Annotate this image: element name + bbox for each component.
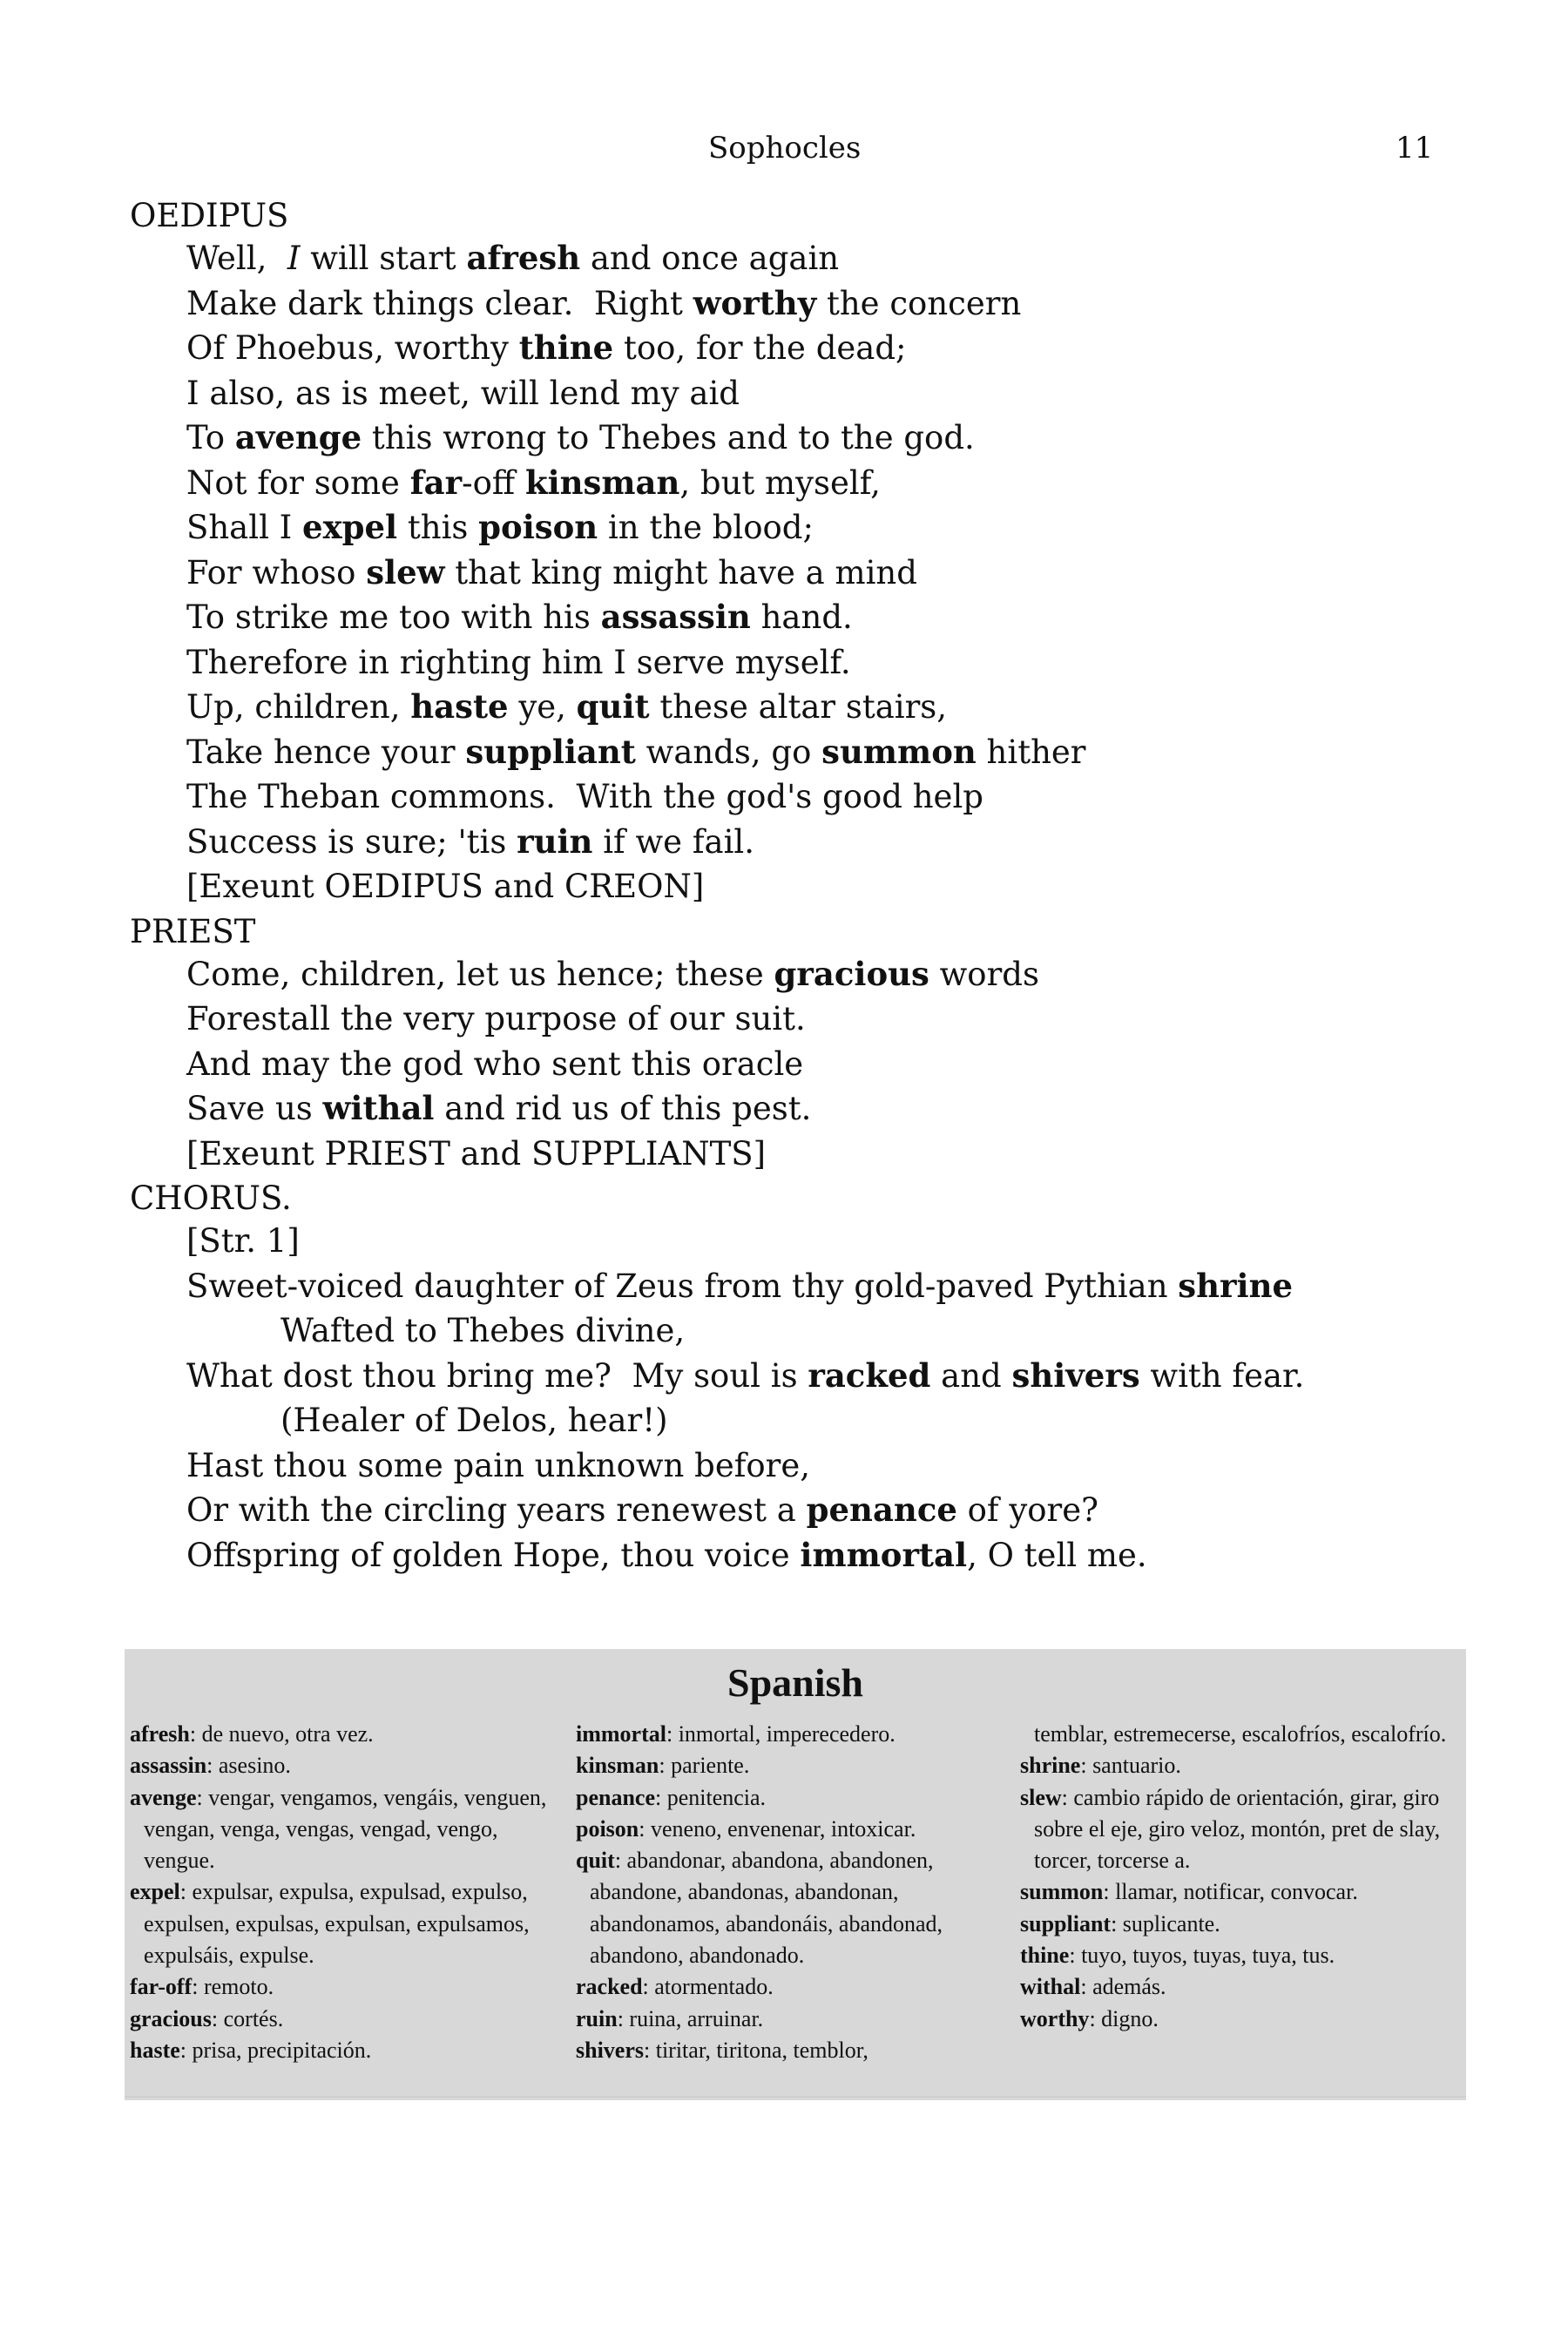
glossary-entry xyxy=(576,2004,1011,2035)
speaker-name: OEDIPUS xyxy=(130,197,289,234)
spanish-glossary xyxy=(125,1649,1466,2100)
glossary-translation: : tiritar, tiritona, temblor, xyxy=(644,2037,868,2063)
glossed-word: racked xyxy=(808,1355,931,1395)
glossary-entry xyxy=(576,1750,1011,1781)
verse-text: To xyxy=(186,419,235,456)
verse-line xyxy=(130,1488,1436,1533)
glossary-translation: : abandonar, abandona, abandonen, abandone, abandonas, abandonan, abandonamos, abandonáis, abandonad, abandono, abandonado. xyxy=(590,1848,943,1969)
glossed-word: gracious xyxy=(774,954,929,993)
glossary-entry xyxy=(1020,1750,1456,1781)
glossary-term: afresh xyxy=(130,1721,190,1747)
verse-text: To strike me too with his xyxy=(186,598,601,636)
glossary-translation: : santuario. xyxy=(1080,1753,1181,1779)
glossed-word: worthy xyxy=(693,283,817,322)
glossary-translation: : además. xyxy=(1080,1974,1166,2000)
glossary-term: expel xyxy=(130,1879,180,1905)
glossary-translation: : asesino. xyxy=(206,1753,291,1779)
verse-text: -off xyxy=(462,463,525,502)
verse-text: with fear. xyxy=(1139,1356,1305,1395)
verse-line xyxy=(130,461,1436,506)
glossed-word: withal xyxy=(322,1089,435,1127)
glossary-entry xyxy=(576,1971,1011,2003)
glossary-translation: : suplicante. xyxy=(1111,1910,1220,1936)
verse-line xyxy=(130,281,1436,327)
glossary-term: immortal xyxy=(576,1721,666,1747)
glossed-word: penance xyxy=(806,1490,957,1529)
verse-text: ye, xyxy=(508,688,577,726)
glossary-term: far-off xyxy=(130,1974,193,2000)
verse-text: the concern xyxy=(816,284,1022,322)
glossary-translation: : vengar, vengamos, vengáis, venguen, vengan, venga, vengas, vengad, vengo, vengue. xyxy=(144,1784,547,1874)
verse-text: Wafted to Thebes divine, xyxy=(280,1312,686,1349)
verse-text: Of Phoebus, worthy xyxy=(186,329,519,367)
glossary-term: assassin xyxy=(130,1753,207,1779)
verse-text: Make dark things clear. Right xyxy=(186,284,693,322)
verse-text: Well, xyxy=(186,240,287,277)
verse-text: Forestall the very purpose of our suit. xyxy=(186,1000,806,1037)
verse-text: Save us xyxy=(186,1090,323,1127)
glossed-word: slew xyxy=(366,552,445,591)
glossary-translation: : digno. xyxy=(1089,2005,1159,2031)
verse-line xyxy=(130,640,1436,686)
glossary-entry xyxy=(130,1750,565,1781)
verse-text: I xyxy=(287,240,301,277)
glossary-entry xyxy=(1020,1909,1456,1940)
glossed-word: suppliant xyxy=(465,732,636,771)
glossary-title: Spanish xyxy=(727,1660,863,1705)
glossed-word: shivers xyxy=(1011,1355,1140,1395)
verse-line xyxy=(130,1533,1436,1578)
verse-line xyxy=(130,1354,1436,1399)
glossary-translation: : inmortal, imperecedero. xyxy=(666,1721,896,1747)
glossary-term: poison xyxy=(576,1815,639,1842)
verse-text: hither xyxy=(976,733,1086,771)
glossary-term: thine xyxy=(1020,1943,1070,1969)
glossary-translation: : ruina, arruinar. xyxy=(617,2005,764,2031)
verse-text: The Theban commons. With the god's good help xyxy=(186,778,983,815)
glossary-entry xyxy=(576,1782,1011,1814)
verse-text: [Exeunt PRIEST and SUPPLIANTS] xyxy=(186,1134,767,1173)
verse-line xyxy=(130,952,1436,997)
verse-line xyxy=(130,236,1436,281)
verse-text: this wrong to Thebes and to the god. xyxy=(362,419,975,456)
glossary-entry xyxy=(576,1814,1011,1845)
glossary-translation: : tuyo, tuyos, tuyas, tuya, tus. xyxy=(1069,1943,1335,1969)
glossary-term: haste xyxy=(130,2037,180,2063)
glossary-translation: : veneno, envenenar, intoxicar. xyxy=(639,1815,916,1842)
verse-text: and rid us of this pest. xyxy=(434,1090,812,1127)
glossary-translation: temblar, estremecerse, escalofríos, escalofrío. xyxy=(1034,1721,1447,1747)
speaker-name: CHORUS. xyxy=(130,1179,292,1217)
glossary-entry xyxy=(576,2035,1011,2066)
verse-line xyxy=(130,1219,1436,1264)
verse-text: Or with the circling years renewest a xyxy=(186,1491,807,1529)
glossary-entry xyxy=(576,1845,1011,1971)
verse-text: , O tell me. xyxy=(967,1536,1147,1574)
page-number: 11 xyxy=(1396,131,1434,166)
verse-text: (Healer of Delos, hear!) xyxy=(280,1402,668,1439)
verse-text: of yore? xyxy=(956,1491,1098,1529)
verse-text: Hast thou some pain unknown before, xyxy=(186,1446,811,1484)
verse-line xyxy=(130,774,1436,820)
glossary-translation: : llamar, notificar, convocar. xyxy=(1103,1879,1358,1905)
verse-text: Sweet-voiced daughter of Zeus from thy gold-paved Pythian xyxy=(186,1267,1179,1305)
verse-text: I also, as is meet, will lend my aid xyxy=(186,374,740,412)
glossary-translation: : de nuevo, otra vez. xyxy=(189,1721,374,1747)
play-text xyxy=(130,193,1436,1580)
verse-line xyxy=(130,1308,1436,1354)
verse-line xyxy=(130,416,1436,461)
glossed-word: kinsman xyxy=(524,463,680,502)
glossed-word: poison xyxy=(478,508,598,546)
glossed-word: haste xyxy=(410,687,509,726)
verse-text: too, for the dead; xyxy=(613,329,907,367)
verse-text: Come, children, let us hence; these xyxy=(186,955,774,993)
verse-text: For whoso xyxy=(186,553,367,591)
glossary-entry xyxy=(130,2035,565,2066)
glossed-word: summon xyxy=(821,732,977,771)
glossary-column-1 xyxy=(130,1719,565,2066)
verse-text: And may the god who sent this oracle xyxy=(186,1044,804,1083)
verse-text: wands, go xyxy=(635,733,822,771)
verse-text: Success is sure; 'tis xyxy=(186,822,517,861)
glossary-entry xyxy=(1020,2004,1456,2035)
glossed-word: quit xyxy=(576,687,650,726)
glossary-term: ruin xyxy=(576,2005,618,2031)
glossary-translation: : atormentado. xyxy=(642,1974,774,2000)
glossary-translation: : prisa, precipitación. xyxy=(179,2037,372,2063)
verse-line xyxy=(130,326,1436,371)
verse-text: , but myself, xyxy=(679,463,881,502)
speech-block xyxy=(130,196,1436,909)
glossary-entry xyxy=(1020,1940,1456,1971)
glossed-word: ruin xyxy=(517,821,593,861)
verse-text: words xyxy=(929,955,1039,993)
verse-text: Not for some xyxy=(186,463,410,502)
glossed-word: expel xyxy=(302,508,398,546)
glossary-column-2 xyxy=(576,1719,1011,2066)
glossary-column-3 xyxy=(1020,1719,1456,2035)
glossed-word: avenge xyxy=(234,418,362,456)
verse-line xyxy=(130,1398,1436,1443)
glossary-entry xyxy=(130,1719,565,1750)
verse-line xyxy=(130,820,1436,865)
verse-text: this xyxy=(397,509,479,546)
glossary-entry xyxy=(130,1876,565,1971)
verse-text: Therefore in righting him I serve myself. xyxy=(186,643,851,681)
verse-line xyxy=(130,997,1436,1042)
verse-line xyxy=(130,595,1436,640)
glossary-term: quit xyxy=(576,1848,615,1874)
glossary-translation: : pariente. xyxy=(659,1753,750,1779)
verse-text: Up, children, xyxy=(186,688,411,726)
verse-text: Shall I xyxy=(186,509,303,546)
glossary-term: kinsman xyxy=(576,1753,659,1779)
speaker-name: PRIEST xyxy=(130,912,256,950)
glossary-entry xyxy=(130,1971,565,2003)
glossary-translation: : penitencia. xyxy=(655,1784,767,1810)
glossary-entry xyxy=(1020,1971,1456,2003)
verse-line xyxy=(130,1132,1436,1177)
running-title: Sophocles xyxy=(708,131,862,166)
glossed-word: assassin xyxy=(600,598,751,636)
glossary-term: gracious xyxy=(130,2005,212,2031)
verse-text: [Str. 1] xyxy=(186,1222,300,1260)
glossary-term: penance xyxy=(576,1784,655,1810)
verse-text: hand. xyxy=(750,598,853,636)
glossary-entry xyxy=(576,1719,1011,1750)
verse-line xyxy=(130,1086,1436,1132)
glossary-translation: : remoto. xyxy=(192,1974,274,2000)
verse-text: will start xyxy=(300,240,467,277)
glossed-word: shrine xyxy=(1178,1266,1294,1305)
glossary-entry xyxy=(130,1782,565,1877)
verse-text: these altar stairs, xyxy=(649,688,948,726)
verse-line xyxy=(130,1042,1436,1087)
verse-text: Take hence your xyxy=(186,733,466,771)
speech-block xyxy=(130,912,1436,1177)
verse-line xyxy=(130,1264,1436,1309)
glossary-term: slew xyxy=(1020,1784,1062,1810)
glossed-word: far xyxy=(409,463,463,502)
glossary-entry xyxy=(130,2004,565,2035)
verse-text: Offspring of golden Hope, thou voice xyxy=(186,1536,801,1574)
verse-line xyxy=(130,1443,1436,1489)
verse-text: in the blood; xyxy=(598,509,814,546)
glossary-entry xyxy=(1020,1782,1456,1877)
glossary-bottom-border xyxy=(125,2096,1466,2103)
verse-text: [Exeunt OEDIPUS and CREON] xyxy=(186,868,705,905)
verse-text: if we fail. xyxy=(592,822,755,861)
glossary-term: worthy xyxy=(1020,2005,1090,2031)
glossary-translation: : expulsar, expulsa, expulsad, expulso, expulsen, expulsas, expulsan, expulsamos, expulsáis, expulse. xyxy=(144,1879,530,1969)
verse-line xyxy=(130,371,1436,416)
glossary-entry xyxy=(1020,1876,1456,1908)
glossary-translation: : cortés. xyxy=(211,2005,284,2031)
verse-line xyxy=(130,864,1436,909)
glossary-term: avenge xyxy=(130,1784,197,1810)
glossed-word: afresh xyxy=(466,239,581,277)
glossary-term: withal xyxy=(1020,1974,1081,2000)
glossed-word: immortal xyxy=(800,1535,968,1574)
glossary-term: shivers xyxy=(576,2037,644,2063)
verse-text: and once again xyxy=(580,240,840,277)
verse-text: and xyxy=(930,1356,1012,1395)
page-header xyxy=(0,131,1568,174)
glossary-entry xyxy=(1020,1719,1456,1750)
verse-line xyxy=(130,505,1436,551)
verse-text: that king might have a mind xyxy=(444,553,917,591)
glossary-term: racked xyxy=(576,1974,643,2000)
verse-line xyxy=(130,730,1436,775)
glossary-translation: : cambio rápido de orientación, girar, giro sobre el eje, giro veloz, montón, pret de slay, torcer, torcerse a. xyxy=(1034,1784,1441,1874)
verse-line xyxy=(130,551,1436,596)
speech-block xyxy=(130,1179,1436,1578)
verse-text: What dost thou bring me? My soul is xyxy=(186,1356,808,1395)
glossary-term: summon xyxy=(1020,1879,1104,1905)
glossary-term: suppliant xyxy=(1020,1910,1112,1936)
glossary-term: shrine xyxy=(1020,1753,1081,1779)
glossed-word: thine xyxy=(518,328,614,367)
verse-line xyxy=(130,685,1436,730)
